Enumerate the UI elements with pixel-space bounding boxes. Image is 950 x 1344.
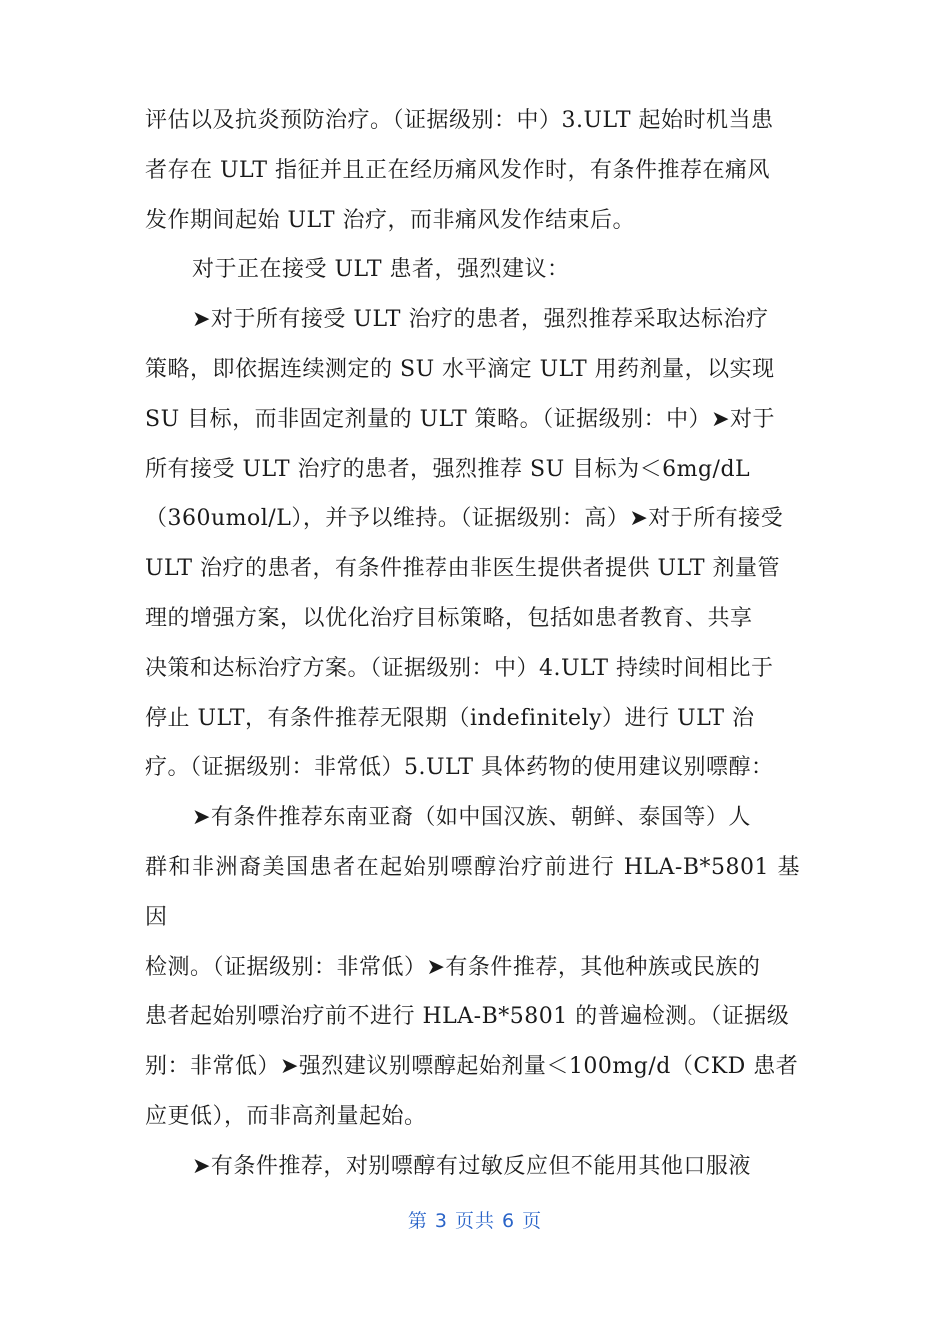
text-line: 疗。（证据级别：非常低）5.ULT 具体药物的使用建议别嘌醇： — [145, 755, 774, 781]
paragraph — [145, 295, 800, 793]
text-line: 理的增强方案，以优化治疗目标策略，包括如患者教育、共享 — [145, 605, 753, 631]
page-footer — [0, 1206, 950, 1233]
text-line: ➤有条件推荐东南亚裔（如中国汉族、朝鲜、泰国等）人 — [192, 805, 751, 831]
paragraph — [145, 1142, 800, 1192]
text-line: ➤有条件推荐，对别嘌醇有过敏反应但不能用其他口服液 — [192, 1153, 751, 1179]
document-body — [145, 96, 800, 1192]
text-line: （360umol/L），并予以维持。（证据级别：高）➤对于所有接受 — [145, 506, 784, 532]
text-line: 别：非常低）➤强烈建议别嘌醇起始剂量＜100mg/d（CKD 患者 — [145, 1054, 799, 1080]
text-line: 检测。（证据级别：非常低）➤有条件推荐，其他种族或民族的 — [145, 954, 761, 980]
text-line: 决策和达标治疗方案。（证据级别：中）4.ULT 持续时间相比于 — [145, 655, 774, 681]
text-line: SU 目标，而非固定剂量的 ULT 策略。（证据级别：中）➤对于 — [145, 406, 776, 432]
text-line: 所有接受 ULT 治疗的患者，强烈推荐 SU 目标为＜6mg/dL — [145, 456, 751, 482]
text-line: 群和非洲裔美国患者在起始别嘌醇治疗前进行 HLA-B*5801 基因 — [145, 854, 800, 930]
text-line: ➤对于所有接受 ULT 治疗的患者，强烈推荐采取达标治疗 — [192, 307, 769, 333]
paragraph — [145, 245, 800, 295]
text-line: 对于正在接受 ULT 患者，强烈建议： — [192, 257, 570, 283]
text-line: 策略，即依据连续测定的 SU 水平滴定 ULT 用药剂量，以实现 — [145, 356, 775, 382]
text-line: 患者起始别嘌治疗前不进行 HLA-B*5801 的普遍检测。（证据级 — [145, 1004, 790, 1030]
paragraph — [145, 96, 800, 245]
text-line: ULT 治疗的患者，有条件推荐由非医生提供者提供 ULT 剂量管 — [145, 556, 781, 582]
text-line: 应更低），而非高剂量起始。 — [145, 1103, 427, 1129]
text-line: 评估以及抗炎预防治疗。（证据级别：中）3.ULT 起始时机当患 — [145, 108, 774, 133]
text-line: 发作期间起始 ULT 治疗，而非痛风发作结束后。 — [145, 207, 636, 233]
paragraph — [145, 793, 800, 1142]
page-number-label: 第 3 页共 6 页 — [407, 1210, 543, 1232]
text-line: 者存在 ULT 指征并且正在经历痛风发作时，有条件推荐在痛风 — [145, 157, 771, 183]
text-line: 停止 ULT，有条件推荐无限期（indefinitely）进行 ULT 治 — [145, 705, 755, 731]
